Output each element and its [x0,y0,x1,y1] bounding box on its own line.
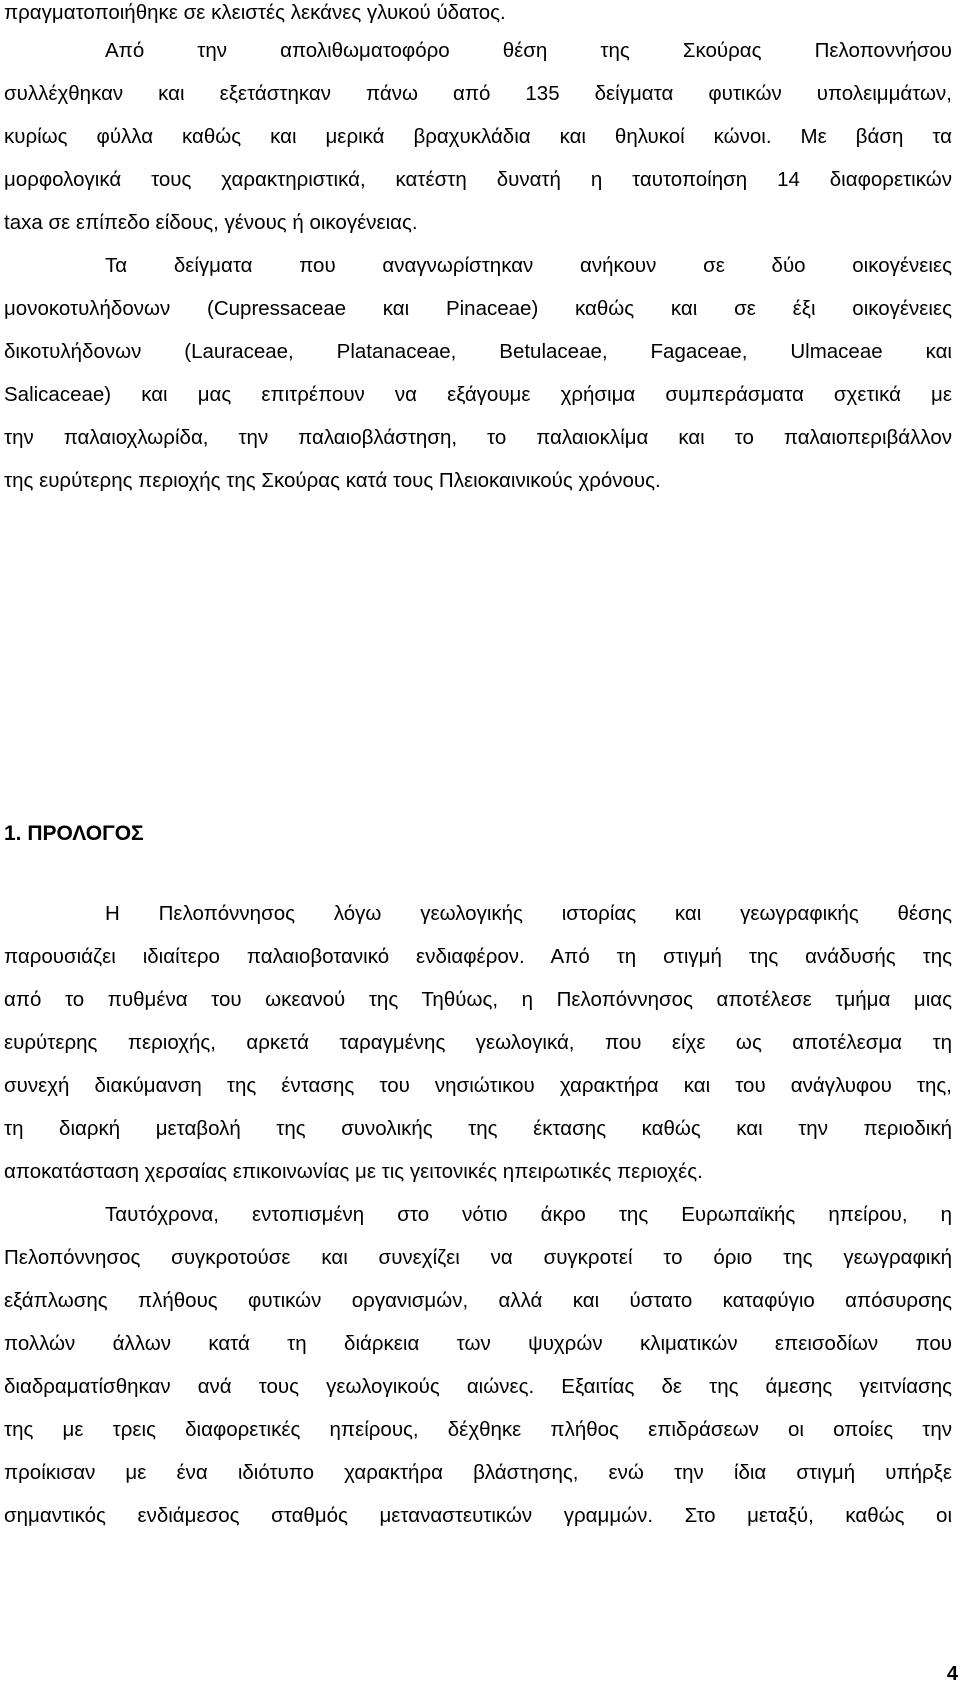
page-number: 4 [946,1663,958,1685]
text-line: τη διαρκή μεταβολή της συνολικής της έκτασης καθώς και την περιοδική [4,1117,952,1140]
text-line: πολλών άλλων κατά τη διάρκεια των ψυχρών κλιματικών επεισοδίων που [4,1332,952,1355]
text-line: πραγματοποιήθηκε σε κλειστές λεκάνες γλυκού ύδατος. [4,1,506,24]
text-line: μονοκοτυλήδονων (Cupressaceae και Pinaceae) καθώς και σε έξι οικογένειες [4,297,952,320]
text-line: της με τρεις διαφορετικές ηπείρους, δέχθηκε πλήθος επιδράσεων οι οποίες την [4,1418,952,1441]
text-line: Salicaceae) και μας επιτρέπουν να εξάγουμε χρήσιμα συμπεράσματα σχετικά με [4,383,952,406]
text-line: σημαντικός ενδιάμεσος σταθμός μεταναστευτικών γραμμών. Στο μεταξύ, καθώς οι [4,1504,952,1527]
text-line: κυρίως φύλλα καθώς και μερικά βραχυκλάδια και θηλυκοί κώνοι. Με βάση τα [4,125,952,148]
text-line: Πελοπόννησος συγκροτούσε και συνεχίζει να συγκροτεί το όριο της γεωγραφική [4,1246,952,1269]
text-line: διαδραματίσθηκαν ανά τους γεωλογικούς αιώνες. Εξαιτίας δε της άμεσης γειτνίασης [4,1375,952,1398]
text-line: Από την απολιθωματοφόρο θέση της Σκούρας Πελοποννήσου [105,39,952,62]
text-line: από το πυθμένα του ωκεανού της Τηθύως, η Πελοπόννησος αποτέλεσε τμήμα μιας [4,988,952,1011]
text-line: την παλαιοχλωρίδα, την παλαιοβλάστηση, το παλαιοκλίμα και το παλαιοπεριβάλλον [4,426,952,449]
text-line: παρουσιάζει ιδιαίτερο παλαιοβοτανικό ενδιαφέρον. Από τη στιγμή της ανάδυσής της [4,945,952,968]
text-line: μορφολογικά τους χαρακτηριστικά, κατέστη δυνατή η ταυτοποίηση 14 διαφορετικών [4,168,952,191]
text-line: δικοτυλήδονων (Lauraceae, Platanaceae, Betulaceae, Fagaceae, Ulmaceae και [4,340,952,363]
text-line: αποκατάσταση χερσαίας επικοινωνίας με τις γειτονικές ηπειρωτικές περιοχές. [4,1160,703,1183]
text-line: της ευρύτερης περιοχής της Σκούρας κατά τους Πλειοκαινικούς χρόνους. [4,469,661,492]
text-line: Ταυτόχρονα, εντοπισμένη στο νότιο άκρο της Ευρωπαϊκής ηπείρου, η [105,1203,952,1226]
text-line: ευρύτερης περιοχής, αρκετά ταραγμένης γεωλογικά, που είχε ως αποτέλεσμα τη [4,1031,952,1054]
text-line: Η Πελοπόννησος λόγω γεωλογικής ιστορίας και γεωγραφικής θέσης [105,902,952,925]
text-line: taxa σε επίπεδο είδους, γένους ή οικογένειας. [4,211,418,234]
text-line: Τα δείγματα που αναγνωρίστηκαν ανήκουν σε δύο οικογένειες [105,254,952,277]
text-line: εξάπλωσης πλήθους φυτικών οργανισμών, αλλά και ύστατο καταφύγιο απόσυρσης [4,1289,952,1312]
section-heading: 1. ΠΡΟΛΟΓΟΣ [4,822,144,845]
text-line: συλλέχθηκαν και εξετάστηκαν πάνω από 135 δείγματα φυτικών υπολειμμάτων, [4,82,952,105]
text-line: συνεχή διακύμανση της έντασης του νησιώτικου χαρακτήρα και του ανάγλυφου της, [4,1074,952,1097]
text-line: προίκισαν με ένα ιδιότυπο χαρακτήρα βλάστησης, ενώ την ίδια στιγμή υπήρξε [4,1461,952,1484]
